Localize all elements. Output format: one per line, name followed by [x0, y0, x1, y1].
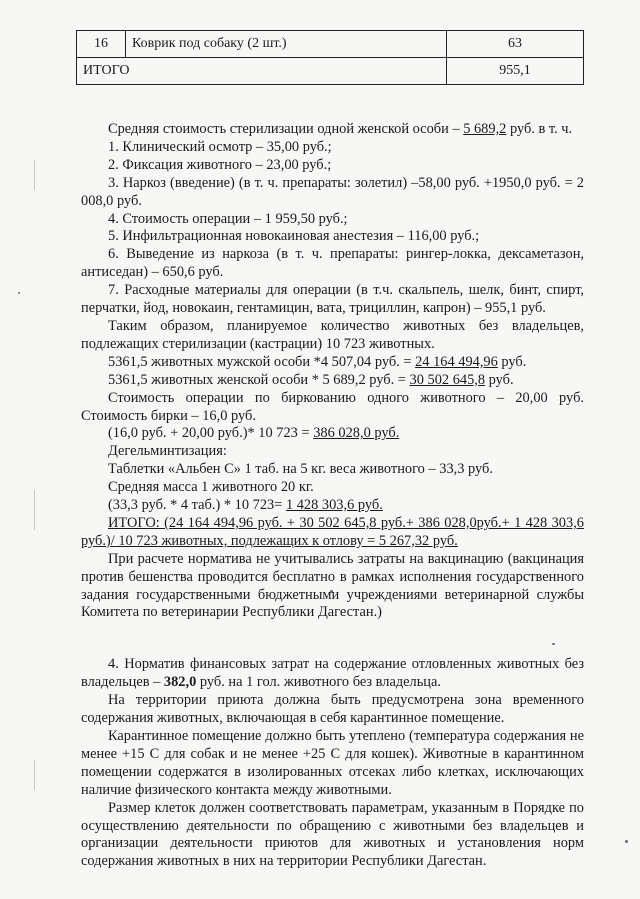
- shelter-zone: На территории приюта должна быть предусмотрена зона временного содержания животных, включающая в себя карантинное помещение.: [81, 692, 584, 727]
- planned-count: Таким образом, планируемое количество животных без владельцев, подлежащих стерилизации (кастрации) 10 723 животных.: [81, 317, 584, 352]
- table-row-total: [77, 58, 584, 85]
- deworming-heading: Дегельминтизация:: [108, 443, 227, 460]
- cage-size-rules: Размер клеток должен соответствовать параметрам, указанным в Порядке по осуществлению деятельности по обращению с животными без владельцев и организации деятельности приютов для животных и установления норм содержания животных в них на территории Республики Дагестан.: [81, 799, 584, 870]
- item-6: 6. Выведение из наркоза (в т. ч. препараты: рингер-локка, дексаметазон, антиседан) – 650,6 руб.: [81, 246, 584, 281]
- norm-4: 4. Норматив финансовых затрат на содержание отловленных животных без владельцев – 382,0 руб. на 1 гол. животного без владельца.: [81, 656, 584, 691]
- avg-cost-line: Средняя стоимость стерилизации одной женской особи – 5 689,2 руб. в т. ч.: [108, 121, 573, 137]
- item-4: 4. Стоимость операции – 1 959,50 руб.;: [108, 210, 348, 227]
- scan-speck: [625, 840, 628, 843]
- total-value: 955,1: [447, 58, 584, 85]
- table-row: [77, 31, 584, 58]
- average-mass: Средняя масса 1 животного 20 кг.: [108, 479, 314, 496]
- scan-speck: [18, 292, 20, 294]
- row-number: 16: [77, 31, 126, 58]
- item-1: 1. Клинический осмотр – 35,00 руб.;: [108, 138, 332, 155]
- document-body: [81, 121, 584, 871]
- cost-table: [76, 30, 584, 85]
- scan-artifact-line: [34, 760, 35, 790]
- female-calc: 5361,5 животных женской особи * 5 689,2 руб. = 30 502 645,8 руб.: [108, 371, 514, 388]
- scan-artifact-line: [34, 160, 35, 190]
- tagging-calc: (16,0 руб. + 20,00 руб.)* 10 723 = 386 028,0 руб.: [108, 425, 400, 442]
- tablets-cost: Таблетки «Альбен С» 1 таб. на 5 кг. веса животного – 33,3 руб.: [108, 461, 493, 478]
- vaccination-note: При расчете норматива не учитывались затраты на вакцинацию (вакцинация против бешенства проводится бесплатно в рамках исполнения государственного задания государственными бюджетными учреждениями ветеринарной службы Комитета по ветеринарии Республики Дагестан.): [81, 550, 584, 621]
- tagging-cost: Стоимость операции по биркованию одного животного – 20,00 руб. Стоимость бирки – 16,0 руб.: [81, 389, 584, 424]
- total-formula-line-2: руб.)/ 10 723 животных, подлежащих к отлову = 5 267,32 руб.: [81, 532, 458, 549]
- total-formula-line-1: ИТОГО: (24 164 494,96 руб. + 30 502 645,8 руб.+ 386 028,0руб.+ 1 428 303,6: [108, 514, 584, 531]
- item-3: 3. Наркоз (введение) (в т. ч. препараты: золетил) –58,00 руб. +1950,0 руб. = 2 008,0 руб.: [81, 174, 584, 209]
- deworming-calc: (33,3 руб. * 4 таб.) * 10 723= 1 428 303,6 руб.: [108, 497, 383, 514]
- quarantine-rules: Карантинное помещение должно быть утеплено (температура содержания не менее +15 С для собак и не менее +25 С для кошек). Животные в карантинном помещении содержатся в изолированных отсеках либо клетках, исключающих наличие физического контакта между животными.: [81, 728, 584, 798]
- scan-artifact-line: [34, 490, 35, 530]
- row-item-name: Коврик под собаку (2 шт.): [126, 31, 447, 58]
- item-7: 7. Расходные материалы для операции (в т.ч. скальпель, шелк, бинт, спирт, перчатки, йод, новокаин, гентамицин, вата, трициллин, капрон) – 955,1 руб.: [81, 282, 584, 317]
- item-5: 5. Инфильтрационная новокаиновая анестезия – 116,00 руб.;: [108, 228, 480, 245]
- total-label: ИТОГО: [77, 58, 447, 85]
- item-2: 2. Фиксация животного – 23,00 руб.;: [108, 156, 332, 173]
- male-calc: 5361,5 животных мужской особи *4 507,04 руб. = 24 164 494,96 руб.: [108, 353, 527, 370]
- row-value: 63: [447, 31, 584, 58]
